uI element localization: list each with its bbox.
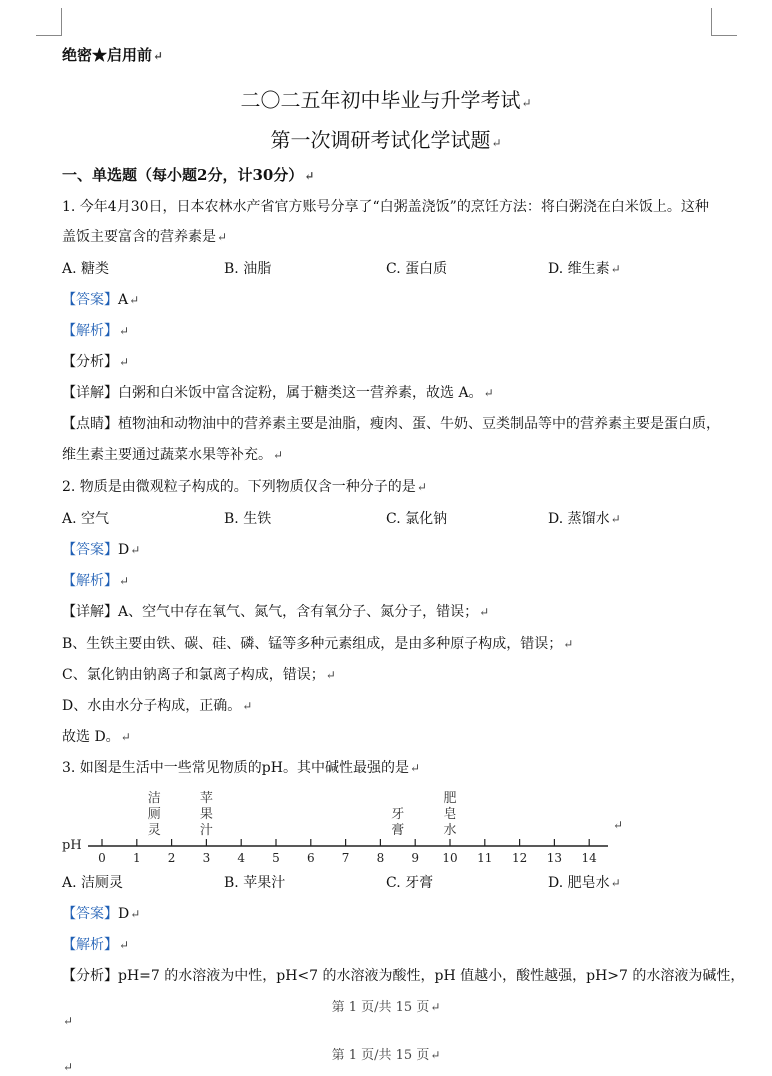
paragraph-mark-icon: ↵ xyxy=(242,699,253,713)
ph-substance-label: 灵 xyxy=(147,823,161,838)
ph-scale-figure xyxy=(58,782,638,868)
q2-detail-c: C、氯化钠由钠离子和氯离子构成，错误；↵ xyxy=(62,667,336,683)
paragraph-mark-icon: ↵ xyxy=(610,512,621,526)
paragraph-mark-icon: ↵ xyxy=(521,96,532,110)
page-number-bottom: 第 1 页/共 15 页↵ xyxy=(331,1048,441,1063)
q3-stem: 3. 如图是生活中一些常见物质的pH。其中碱性最强的是↵ xyxy=(62,760,421,776)
q1-stem-line2: 盖饭主要富含的营养素是↵ xyxy=(62,229,228,245)
paragraph-mark-icon: ↵ xyxy=(563,637,574,651)
ph-substance-label: 厕 xyxy=(147,807,161,822)
paragraph-mark-icon: ↵ xyxy=(130,907,141,921)
ph-tick-label: 4 xyxy=(237,851,246,865)
q2-option-d: D. 蒸馏水↵ xyxy=(548,511,621,527)
paragraph-mark-icon: ↵ xyxy=(430,1000,441,1014)
ph-tick-label: 10 xyxy=(442,851,458,865)
confidential-label: 绝密★启用前↵ xyxy=(62,46,164,64)
q1-fenxi-tag: 【分析】↵ xyxy=(62,354,130,370)
paragraph-mark-icon: ↵ xyxy=(325,668,336,682)
q2-conclusion: 故选 D。↵ xyxy=(62,729,131,745)
q3-option-a: A. 洁厕灵 xyxy=(62,875,124,891)
paragraph-mark-icon: ↵ xyxy=(119,938,130,952)
paragraph-mark-icon: ↵ xyxy=(119,324,130,338)
paragraph-mark-icon: ↵ xyxy=(153,49,164,63)
ph-tick-label: 12 xyxy=(511,851,528,865)
ph-tick-label: 8 xyxy=(376,851,385,865)
ph-axis-label: pH xyxy=(62,838,82,853)
crop-mark-left-v xyxy=(61,8,62,36)
q3-option-d: D. 肥皂水↵ xyxy=(548,875,621,891)
ph-substance-label: 肥 xyxy=(443,791,457,806)
paragraph-mark-icon: ↵ xyxy=(304,169,315,183)
ph-substance-label: 苹 xyxy=(199,791,213,806)
crop-mark-right-h xyxy=(711,35,737,36)
paragraph-mark-icon: ↵ xyxy=(63,1014,74,1028)
paragraph-mark-icon: ↵ xyxy=(613,818,624,832)
paragraph-mark-icon: ↵ xyxy=(610,876,621,890)
ph-tick-label: 7 xyxy=(341,851,350,865)
ph-substance-label: 洁 xyxy=(147,791,161,806)
q1-comment-line1: 【点睛】植物油和动物油中的营养素主要是油脂，瘦肉、蛋、牛奶、豆类制品等中的营养素主要是蛋白质， xyxy=(62,416,720,432)
ph-tick-label: 2 xyxy=(167,851,176,865)
ph-substance-label: 皂 xyxy=(443,807,457,822)
ph-substance-label: 汁 xyxy=(199,823,213,838)
ph-tick-label: 5 xyxy=(272,851,280,865)
ph-tick-label: 14 xyxy=(581,851,597,865)
ph-tick-label: 11 xyxy=(477,851,493,865)
paragraph-mark-icon: ↵ xyxy=(63,1060,74,1074)
q1-stem-line1: 1. 今年4月30日，日本农林水产省官方账号分享了“白粥盖浇饭”的烹饪方法：将白粥浇在白米饭上。这种 xyxy=(62,199,709,215)
exam-title: 二〇二五年初中毕业与升学考试↵ xyxy=(240,88,532,112)
ph-substance-label: 牙 xyxy=(391,807,405,822)
ph-tick-label: 13 xyxy=(546,851,563,865)
ph-tick-label: 0 xyxy=(98,851,106,865)
q1-option-a: A. 糖类 xyxy=(62,261,110,277)
q3-fenxi: 【分析】pH=7 的水溶液为中性，pH<7 的水溶液为酸性，pH 值越小，酸性越强，pH>7 的水溶液为碱性， xyxy=(62,968,745,984)
ph-tick-label: 9 xyxy=(411,851,420,865)
paragraph-mark-icon: ↵ xyxy=(119,355,130,369)
paragraph-mark-icon: ↵ xyxy=(610,262,621,276)
paragraph-mark-icon: ↵ xyxy=(217,230,228,244)
paragraph-mark-icon: ↵ xyxy=(119,574,130,588)
q3-analysis-tag: 【解析】↵ xyxy=(62,937,130,953)
paragraph-mark-icon: ↵ xyxy=(130,543,141,557)
ph-tick-label: 3 xyxy=(202,851,211,865)
q3-option-c: C. 牙膏 xyxy=(386,875,434,891)
q3-answer: 【答案】D↵ xyxy=(62,906,141,922)
q2-option-c: C. 氯化钠 xyxy=(386,511,448,527)
q2-detail-d: D、水由水分子构成，正确。↵ xyxy=(62,698,253,714)
q2-detail-a: 【详解】A、空气中存在氧气、氮气，含有氧分子、氮分子，错误；↵ xyxy=(62,604,490,620)
ph-substance-label: 膏 xyxy=(391,823,405,838)
q2-analysis-tag: 【解析】↵ xyxy=(62,573,130,589)
section-title: 一、单选题（每小题2分，计30分）↵ xyxy=(62,166,315,184)
q1-option-b: B. 油脂 xyxy=(224,261,272,277)
q2-stem: 2. 物质是由微观粒子构成的。下列物质仅含一种分子的是↵ xyxy=(62,479,427,495)
q3-option-b: B. 苹果汁 xyxy=(224,875,286,891)
q2-option-a: A. 空气 xyxy=(62,511,110,527)
ph-ticks-group xyxy=(98,839,597,865)
exam-subtitle: 第一次调研考试化学试题↵ xyxy=(270,128,502,152)
q1-option-d: D. 维生素↵ xyxy=(548,261,621,277)
paragraph-mark-icon: ↵ xyxy=(430,1048,441,1062)
q1-option-c: C. 蛋白质 xyxy=(386,261,448,277)
paragraph-mark-icon: ↵ xyxy=(409,761,421,775)
paragraph-mark-icon: ↵ xyxy=(483,386,494,400)
ph-tick-label: 6 xyxy=(306,851,315,865)
crop-mark-right-v xyxy=(711,8,712,36)
q1-analysis-tag: 【解析】↵ xyxy=(62,323,130,339)
paragraph-mark-icon: ↵ xyxy=(491,136,502,150)
q1-detail: 【详解】白粥和白米饭中富含淀粉，属于糖类这一营养素，故选 A。↵ xyxy=(62,385,494,401)
q1-answer: 【答案】A↵ xyxy=(62,292,140,308)
ph-substance-label: 水 xyxy=(443,823,457,838)
paragraph-mark-icon: ↵ xyxy=(479,605,490,619)
q2-detail-b: B、生铁主要由铁、碳、硅、磷、锰等多种元素组成，是由多种原子构成，错误；↵ xyxy=(62,636,574,652)
q2-option-b: B. 生铁 xyxy=(224,511,272,527)
paragraph-mark-icon: ↵ xyxy=(273,448,284,462)
page-number-top: 第 1 页/共 15 页↵ xyxy=(331,1000,441,1015)
q1-comment-line2: 维生素主要通过蔬菜水果等补充。↵ xyxy=(62,447,284,463)
crop-mark-left-h xyxy=(36,35,62,36)
ph-tick-label: 1 xyxy=(132,851,141,865)
q2-answer: 【答案】D↵ xyxy=(62,542,141,558)
ph-substance-label: 果 xyxy=(199,807,213,822)
ph-substances-group xyxy=(148,790,457,838)
paragraph-mark-icon: ↵ xyxy=(416,480,427,494)
paragraph-mark-icon: ↵ xyxy=(120,730,131,744)
paragraph-mark-icon: ↵ xyxy=(129,293,140,307)
